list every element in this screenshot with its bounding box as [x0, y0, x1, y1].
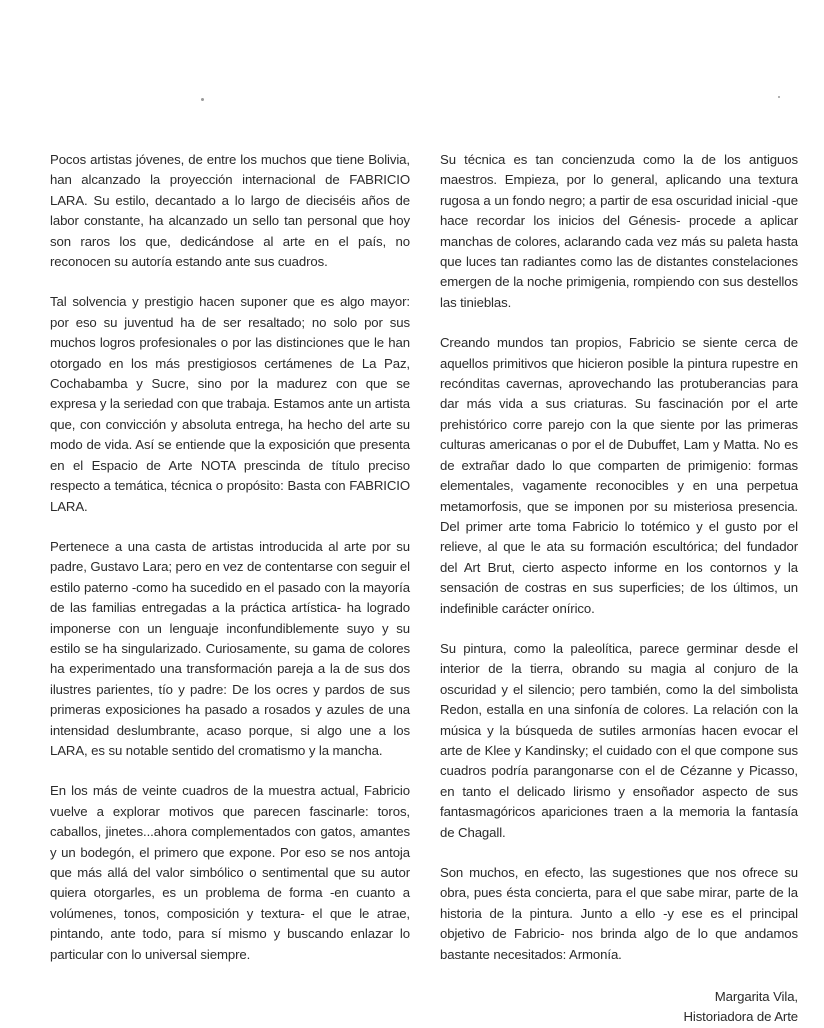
paragraph: Su técnica es tan concienzuda como la de los antiguos maestros. Empieza, por lo general, aplicando una textura rugosa a un fondo negro; a partir de esa oscuridad inicial -que hace recordar los inicios del Génesis- procede a aplicar manchas de colores, aclarando cada vez más su paleta hasta que luces tan radiantes como las de distantes constelaciones emergen de la noche primigenia, rompiendo con sus destellos las tinieblas.: [440, 152, 798, 310]
paragraph: Tal solvencia y prestigio hacen suponer que es algo mayor: por eso su juventud ha de ser resaltado; no solo por sus muchos logros profesionales o por las distinciones que le han otorgado en los más prestigiosos certámenes de La Paz, Cochabamba y Sucre, sino por la madurez con que se expresa y la seriedad con que trabaja. Estamos ante un artista que, con convicción y absoluta entrega, ha hecho del arte su modo de vida. Así se entiende que la exposición que presenta en el Espacio de Arte NOTA prescinda de título preciso respecto a temática, técnica o propósito: Basta con FABRICIO LARA.: [50, 294, 410, 514]
author-name: Margarita Vila,: [714, 989, 798, 1005]
author-title: Historiadora de Arte: [683, 1009, 798, 1025]
print-speck: [201, 98, 204, 101]
left-text-column: [50, 150, 410, 985]
signature-block: [440, 987, 798, 1028]
paragraph: Creando mundos tan propios, Fabricio se siente cerca de aquellos primitivos que hicieron posible la pintura rupestre en recónditas cavernas, aprovechando las protuberancias para dar más vida a sus criaturas. Su fascinación por el arte prehistórico corre parejo con la que siente por las primeras culturas americanas o por el de Dubuffet, Lam y Matta. No es de extrañar dado lo que comparten de primigenio: formas elementales, vagamente reconocibles y en una perpetua metamorfosis, que se imponen por su misteriosa presencia. Del primer arte toma Fabricio lo totémico y el gusto por el relieve, al que le ata su formación escultórica; del fundador del Art Brut, cierto aspecto informe en los contornos y la sensación de costras en sus superficies; de los últimos, un indefinible carácter onírico.: [440, 335, 798, 616]
print-speck: [778, 96, 780, 98]
paragraph: En los más de veinte cuadros de la muestra actual, Fabricio vuelve a explorar motivos que parecen fascinarle: toros, caballos, jinetes...ahora complementados con gatos, amantes y un bodegón, el primero que expone. Por eso se nos antoja que más allá del valor simbólico o sentimental que su autor quiera otorgarles, es un problema de forma -en cuanto a volúmenes, tonos, composición y textura- el que le atrae, pintando, ante todo, para sí mismo y buscando enlazar lo particular con lo universal siempre.: [50, 783, 410, 962]
paragraph: Son muchos, en efecto, las sugestiones que nos ofrece su obra, pues ésta concierta, para el que sabe mirar, parte de la historia de la pintura. Junto a ello -y ese es el principal objetivo de Fabricio- nos brinda algo de lo que andamos bastante necesitados: Armonía.: [440, 865, 798, 962]
right-text-column: [440, 150, 798, 1028]
paragraph: Su pintura, como la paleolítica, parece germinar desde el interior de la tierra, obrando su magia al conjuro de la oscuridad y el silencio; pero también, como la del simbolista Redon, estalla en una sinfonía de colores. La relación con la música y la búsqueda de sutiles armonías hacen evocar el arte de Klee y Kandinsky; el cuidado con el que compone sus cuadros podría parangonarse con el de Cézanne y Picasso, en tanto el delicado lirismo y ensoñador aspecto de sus fantasmagóricos apariciones traen a la memoria la fantasía de Chagall.: [440, 640, 798, 840]
paragraph: Pertenece a una casta de artistas introducida al arte por su padre, Gustavo Lara; pero en vez de contentarse con seguir el estilo paterno -como ha sucedido en el pasado con la mayoría de las familias entregadas a la práctica artística- ha logrado imponerse con un lenguaje inconfundiblemente suyo y su estilo se ha singularizado. Curiosamente, su gama de colores ha experimentado una transformación pareja a la de sus dos ilustres parientes, tío y padre: De los ocres y pardos de sus primeras exposiciones ha pasado a rosados y azules de una intensidad deslumbrante, acaso porque, si algo une a los LARA, es su notable sentido del cromatismo y la mancha.: [50, 538, 410, 758]
paragraph: Pocos artistas jóvenes, de entre los muchos que tiene Bolivia, han alcanzado la proyección internacional de FABRICIO LARA. Su estilo, decantado a lo largo de dieciséis años de labor constante, ha alcanzado un sello tan personal que hoy son raros los que, dedicándose al arte en el país, no reconocen su autoría estando ante sus cuadros.: [50, 152, 410, 270]
